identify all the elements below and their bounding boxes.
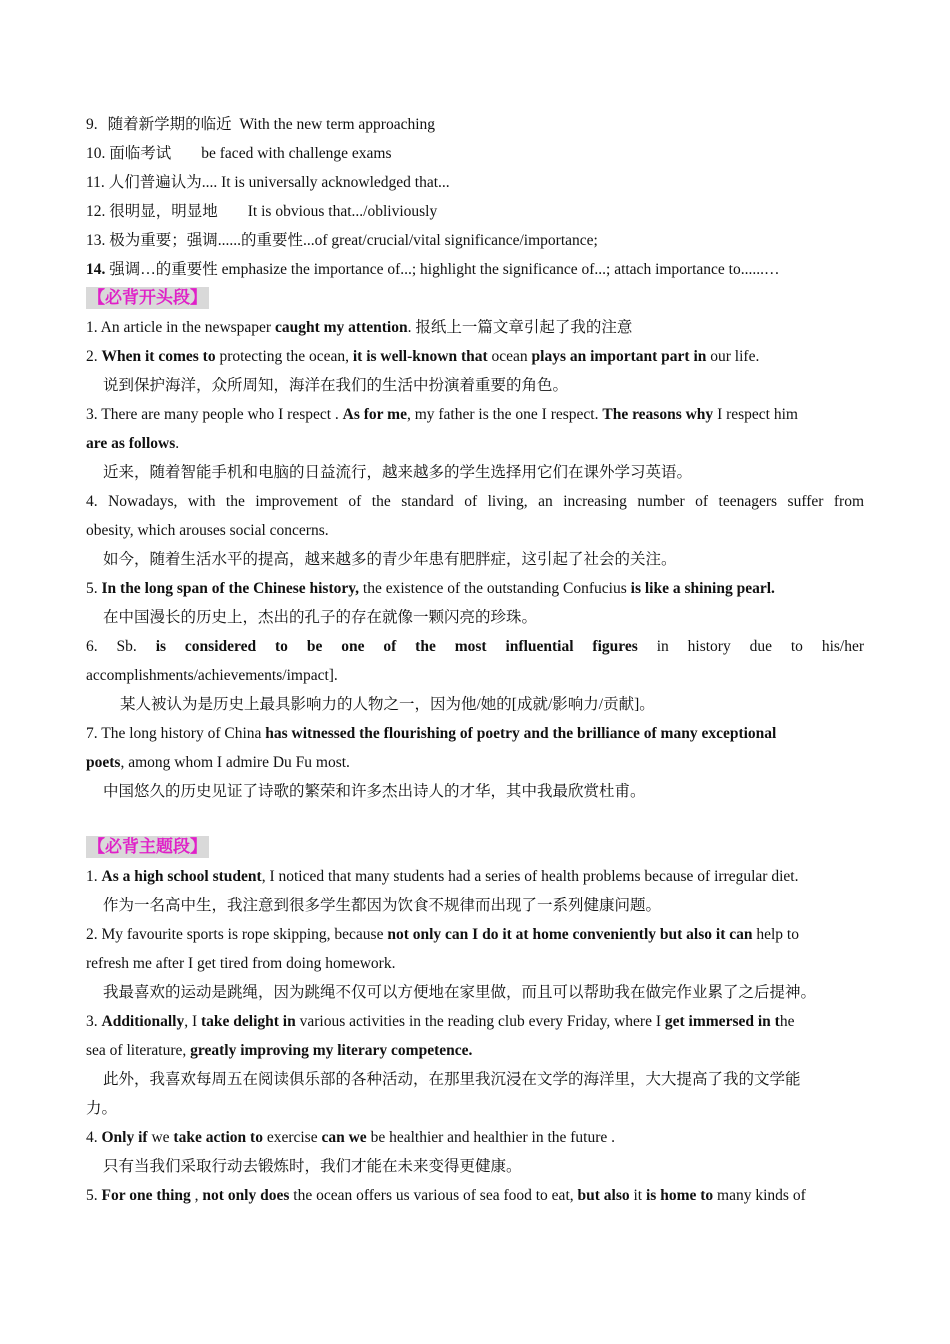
sentence-item: 4. Nowadays, with the improvement of the standard of living, an increasing number of teenagers suffer from [86, 493, 865, 510]
sentence-translation: 作为一名高中生，我注意到很多学生都因为饮食不规律而出现了一系列健康问题。 [103, 897, 662, 914]
section-heading-opening: 【必背开头段】 [88, 288, 207, 307]
sentence-continuation: refresh me after I get tired from doing homework. [86, 955, 396, 972]
phrase-item: 9. 随着新学期的临近 With the new term approaching [86, 116, 436, 133]
phrase-item: 11. 人们普遍认为.... It is universally acknowledged that... [86, 174, 450, 191]
sentence-translation: 在中国漫长的历史上，杰出的孔子的存在就像一颗闪亮的珍珠。 [103, 609, 538, 626]
section-heading-theme: 【必背主题段】 [88, 837, 207, 856]
phrase-item: 10. 面临考试 be faced with challenge exams [86, 145, 392, 162]
sentence-continuation: poets, among whom I admire Du Fu most. [86, 754, 350, 771]
sentence-continuation: accomplishments/achievements/impact]. [86, 667, 338, 684]
sentence-item: 2. When it comes to protecting the ocean, it is well-known that ocean plays an important part in our life. [86, 348, 760, 365]
phrase-item: 12. 很明显，明显地 It is obvious that.../obliviously [86, 203, 438, 220]
sentence-translation: 说到保护海洋，众所周知，海洋在我们的生活中扮演着重要的角色。 [103, 377, 569, 394]
sentence-translation: 此外，我喜欢每周五在阅读俱乐部的各种活动，在那里我沉浸在文学的海洋里，大大提高了我的文学能 [103, 1071, 801, 1088]
sentence-item: 3. There are many people who I respect . As for me, my father is the one I respect. The reasons why I respect him [86, 406, 798, 423]
sentence-translation: 近来，随着智能手机和电脑的日益流行，越来越多的学生选择用它们在课外学习英语。 [103, 464, 693, 481]
sentence-item: 6. Sb. is considered to be one of the most influential figures in history due to his/her [86, 638, 865, 655]
sentence-item: 5. For one thing , not only does the ocean offers us various of sea food to eat, but also it is home to many kinds of [86, 1187, 806, 1204]
sentence-item: 4. Only if we take action to exercise can we be healthier and healthier in the future . [86, 1129, 616, 1146]
sentence-item: 1. An article in the newspaper caught my attention. 报纸上一篇文章引起了我的注意 [86, 319, 633, 336]
sentence-translation: 如今，随着生活水平的提高，越来越多的青少年患有肥胖症，这引起了社会的关注。 [103, 551, 677, 568]
sentence-translation: 某人被认为是历史上最具影响力的人物之一，因为他/她的[成就/影响力/贡献]。 [120, 696, 655, 713]
sentence-continuation: sea of literature, greatly improving my literary competence. [86, 1042, 473, 1059]
sentence-continuation: are as follows. [86, 435, 180, 452]
sentence-translation: 中国悠久的历史见证了诗歌的繁荣和许多杰出诗人的才华，其中我最欣赏杜甫。 [103, 783, 646, 800]
sentence-item: 7. The long history of China has witnessed the flourishing of poetry and the brilliance of many exceptional [86, 725, 777, 742]
sentence-item: 1. As a high school student, I noticed that many students had a series of health problems because of irregular diet. [86, 868, 799, 885]
document-page [86, 110, 864, 1210]
sentence-continuation: obesity, which arouses social concerns. [86, 522, 329, 539]
sentence-translation: 只有当我们采取行动去锻炼时，我们才能在未来变得更健康。 [103, 1158, 522, 1175]
phrase-item: 14. 强调…的重要性 emphasize the importance of...; highlight the significance of...; attach importance to......… [86, 261, 780, 278]
phrase-item: 13. 极为重要；强调......的重要性...of great/crucial/vital significance/importance; [86, 232, 598, 249]
sentence-translation: 我最喜欢的运动是跳绳，因为跳绳不仅可以方便地在家里做，而且可以帮助我在做完作业累了之后提神。 [103, 984, 817, 1001]
sentence-item: 3. Additionally, I take delight in various activities in the reading club every Friday, where I get immersed in the [86, 1013, 795, 1030]
sentence-item: 2. My favourite sports is rope skipping, because not only can I do it at home conveniently but also it can help to [86, 926, 799, 943]
sentence-translation-continuation: 力。 [86, 1100, 118, 1117]
sentence-item: 5. In the long span of the Chinese history, the existence of the outstanding Confucius is like a shining pearl. [86, 580, 775, 597]
